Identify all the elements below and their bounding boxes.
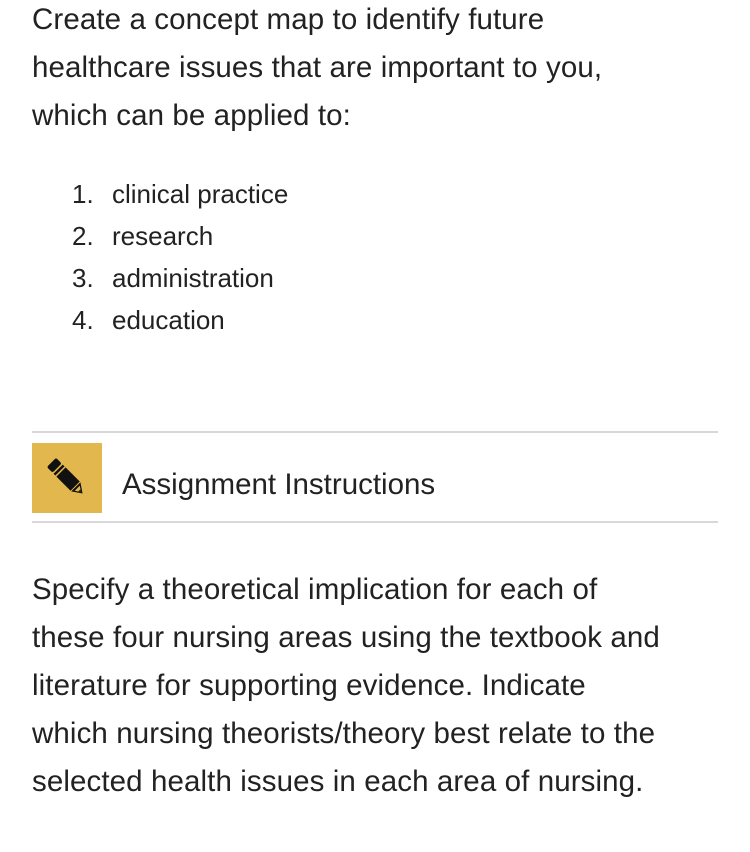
pencil-icon [32,443,102,513]
instructions-line: selected health issues in each area of nursing. [32,765,644,798]
list-item-label: research [112,221,214,251]
list-item-number: 1. [72,179,94,209]
list-item [72,215,288,257]
list-item-number: 4. [72,305,94,335]
instructions-paragraph [32,566,722,806]
intro-line: Create a concept map to identify future [32,3,545,36]
assignment-instructions-header [32,431,718,523]
list-item-number: 2. [72,221,94,251]
list-item [72,257,288,299]
intro-paragraph [32,0,718,140]
instructions-line: literature for supporting evidence. Indicate [32,669,586,702]
section-title: Assignment Instructions [122,468,436,501]
instructions-line: these four nursing areas using the textbook and [32,621,660,654]
intro-line: which can be applied to: [32,99,351,132]
instructions-line: which nursing theorists/theory best relate to the [32,717,656,750]
document-page [32,0,718,798]
list-item [72,173,288,215]
intro-line: healthcare issues that are important to you, [32,51,603,84]
application-areas-list [72,173,288,341]
list-item-label: clinical practice [112,179,289,209]
instructions-line: Specify a theoretical implication for each of [32,573,598,606]
list-item-label: education [112,305,225,335]
list-item [72,299,288,341]
list-item-label: administration [112,263,274,293]
list-item-number: 3. [72,263,94,293]
